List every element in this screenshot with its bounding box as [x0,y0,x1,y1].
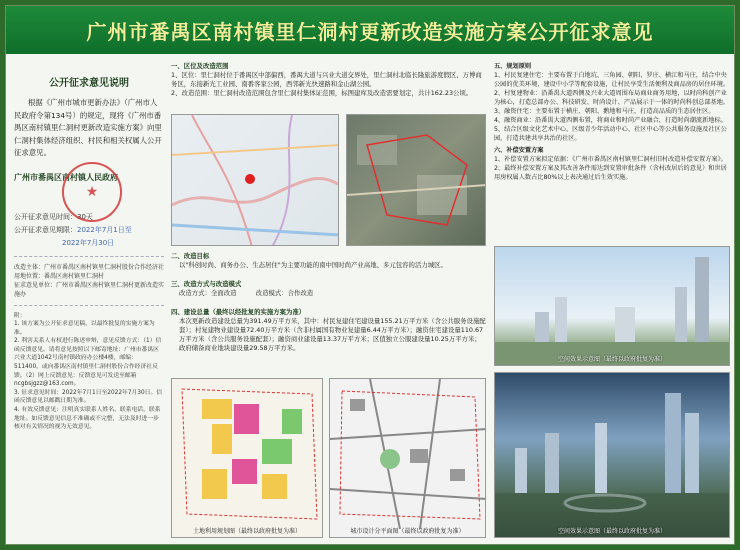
left-column [14,62,164,540]
location-map-graphic [172,115,339,246]
section-principles [494,62,730,143]
volume-text: 本次更新改造建设总量为391.49万平方米，其中：村民复建住宅建设量155.21万平方米（含公共服务设施配套）；村复建物业建设量72.40万平方米（含非村属国有物业复建量6.44万平方米）；融资住宅建设量110.67万平方米（含公共服务设施配套）；融资商业建设量13.37万平方米；区值独立公服建设量10.25万平方米；政府储备商业地块建设量29.58万平方米。 [179,317,486,352]
date-end: 2022年7月30日 [62,238,115,247]
location-text: 1、区位：里仁洞村位于番禺区中部偏西，番禺大道与兴业大道交界处，里仁洞村北临长隆旅游度假区、万博商务区，东接新光工业园、南番客家公园，西邻新光快速路和金山湖公园。 [171,71,482,88]
section-volume [171,308,486,353]
divider [14,305,164,306]
section-heading: 一、区位及改造范围 [171,62,229,70]
period-duration: 公开征求意见时间：30天 [14,212,93,221]
compensation-item: 1、补偿安置方案拟定依据：《广州市番禺区南村镇里仁洞村旧村改造补偿安置方案》。 [494,156,727,163]
land-use-plan [171,378,323,538]
principle-item: 1、村民复建住宅：主要布置于白地坑、三角园、朝阳、罗庄、横江和马庄，结合中央公园的优美环境，建设中小学等配套设施，让村民享受生活便利及商品房的居住环境。 [494,72,730,88]
section-heading: 二、改造目标 [171,252,210,260]
explanation-text: 根据《广州市城市更新办法》（广州市人民政府令第134号）的规定，现将《广州市番禺区南村镇里仁洞村更新改造实施方案》向里仁洞村集体经济组织、村民和相关权属人公开征求意见。 [14,98,162,157]
satellite-graphic [347,115,486,246]
principle-item: 2、村复建物业：沿番禺大道西侧及兴业大道周围布局商业商务用地，以时尚科创产业为核心，打造总部办公、科技研发、时尚设计、产品展示于一体的时尚科创总部基地。 [494,90,730,106]
rendering-caption-1: 空间效果示意图（最终以政府批复为准） [557,356,666,363]
land-use-graphic [172,379,323,529]
section-goal [171,252,486,270]
section-heading: 三、改造方式与改造模式 [171,280,242,288]
official-seal-icon: ★ [62,162,122,222]
section-location [171,62,486,98]
urban-design-caption: 城市设计分平面图（最终以政府批复为准） [350,528,465,535]
section-compensation [494,146,730,182]
principle-item: 5、结合区级文化艺术中心、区级青少年活动中心、社区中心等公共服务设施及社区公园，打造共建共享共治的社区。 [494,126,727,142]
date-start: 2022年7月1日至 [77,225,132,234]
rendering-image-2 [494,372,730,538]
section-heading: 六、补偿安置方案 [494,147,544,154]
divider [14,256,164,257]
explanation-title: 公开征求意见说明 [49,78,129,89]
issuer-name: 广州市番禺区南村镇人民政府 [14,172,118,182]
method-text: 改造方式：全面改造 改造模式：合作改造 [179,289,314,297]
principle-item: 3、融资住宅：主要布置于横庄、朝阳、鹅地和马庄，打造高品质的生态居住区。 [494,108,715,115]
section-heading: 四、建设总量（最终以经批复的实施方案为准） [171,308,306,316]
rendering-graphic-1 [495,247,730,366]
principle-item: 4、融资商业：沿番禺大道西侧布置，将商业和时尚产业融合，打造时尚潮流新地标。 [494,117,727,124]
header-banner [6,6,734,54]
notes-text: 附： 1. 该方案为公开征求意见稿，以最终批复的实施方案为准。 2. 利害关系人有权进行陈述申辩，意见反馈方式：（1）信函反馈意见。请将意见按照以下邮寄地址：广州市番禺区兴业大道1042号南村镇政府办公楼4楼，邮编：511400，或向番禺区南村镇里仁洞村股份合作经济社反馈。（2）网上反馈意见：反馈意见可发送至邮箱ncgbsjgzz@163.com。 3. 征求意见时间：2022年7月1日至2022年7月30日。信函反馈意见以邮戳日期为准。 4. 有效反馈意见：注明真实联系人姓名、联系电话，联系地址。如反馈意见信息不准确或不完整，无法及时进一步核对有关情况的视为无效意见。 [14,312,163,431]
period-dates-label: 公开征求意见期限： [14,225,77,234]
section-method [171,280,486,298]
land-use-caption: 土地利用规划图（最终以政府批复为准） [192,528,301,535]
location-map [171,114,339,246]
right-column [494,62,730,540]
rendering-graphic-2 [495,373,730,538]
notice-board [5,5,735,545]
period-dates [14,224,164,237]
section-heading: 五、规划原则 [494,63,532,70]
urban-design-plan [329,378,486,538]
rendering-caption-2: 空间效果示意图（最终以政府批复为准） [557,528,666,535]
project-meta: 改造主体：广州市番禺区南村镇里仁洞村股份合作经济社 用地位置：番禺区南村镇里仁洞村 征求意见单位：广州市番禺区南村镇里仁洞村更新改造实施办 [14,263,165,298]
middle-column [171,62,486,540]
rendering-image-1 [494,246,730,366]
page-title: 广州市番禺区南村镇里仁洞村更新改造实施方案公开征求意见 [86,19,654,44]
satellite-image [346,114,486,246]
goal-text: 以"科创时尚、商务办公、生态居住"为主要功能的南中国时尚产业高地、多元包容的活力城区。 [179,261,447,269]
compensation-item: 2、最终补偿安置方案及其改善条件需达到安置审批条件（含村改居后的意见）和世居用房权属人数占比80%以上表决通过后生效实施。 [494,165,727,181]
urban-design-graphic [330,379,486,529]
scope-text: 2、改造范围：里仁洞村改造范围包含里仁洞村集体证范围，标图建库及改造需要划定，共计162.23公顷。 [171,89,473,97]
